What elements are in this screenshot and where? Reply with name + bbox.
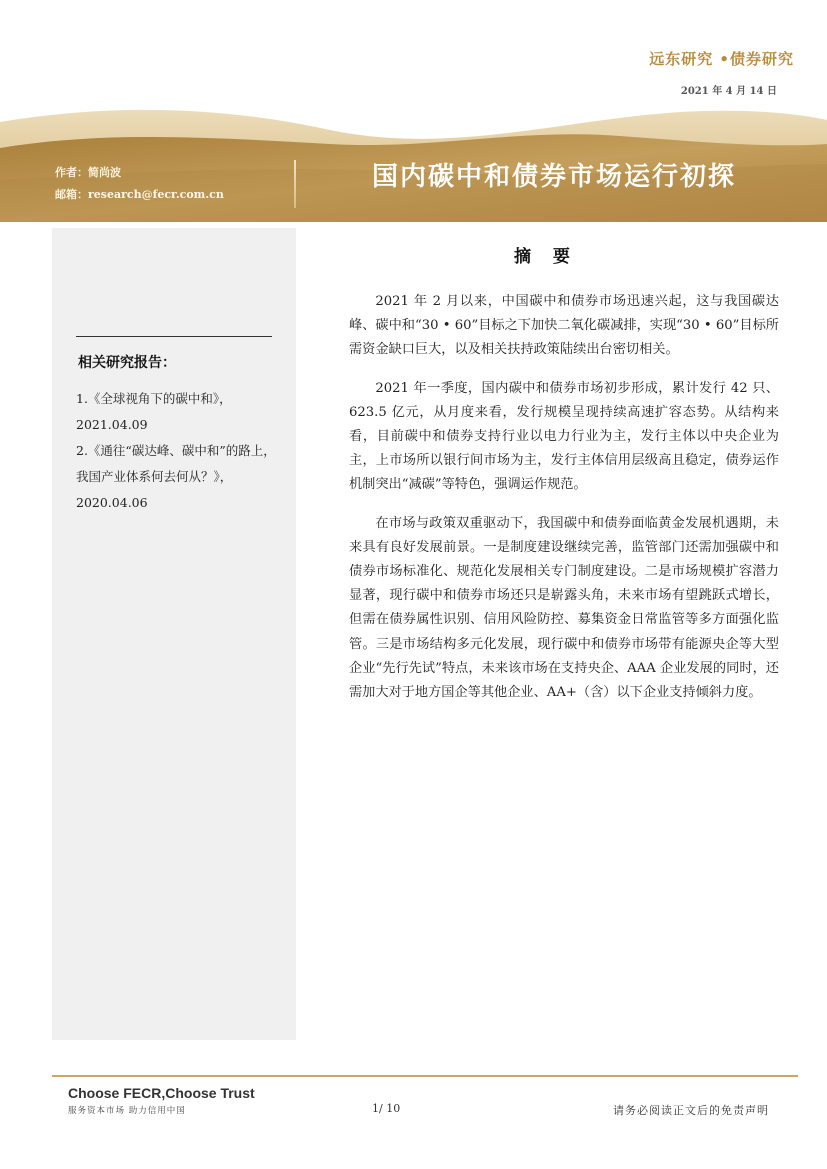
page-number: 1/ 10 <box>372 1102 401 1115</box>
abstract-paragraph: 在市场与政策双重驱动下，我国碳中和债券面临黄金发展机遇期，未来具有良好发展前景。一是制度建设继续完善，监管部门还需加强碳中和债券市场标准化、规范化发展相关专门制度建设。二是市场规模扩容潜力显著，现行碳中和债券市场还只是崭露头角，未来市场有望跳跃式增长，但需在债券属性识别、信用风险防控、募集资金日常监管等多方面强化监管。三是市场结构多元化发展，现行碳中和债券市场带有能源央企等大型企业“先行先试”特点，未来该市场在支持央企、AAA 企业发展的同时，还需加大对于地方国企等其他企业、AA+（含）以下企业支持倾斜力度。 <box>349 515 779 701</box>
footer-disclaimer: 请务必阅读正文后的免责声明 <box>613 1104 769 1117</box>
sidebar-divider <box>76 336 272 337</box>
related-report-item[interactable]: 2.《通往“碳达峰、碳中和”的路上，我国产业体系何去何从？》，2020.04.06 <box>76 443 276 510</box>
brand-label: 远东研究 •债券研究 <box>649 50 794 68</box>
related-report-item[interactable]: 1.《全球视角下的碳中和》，2021.04.09 <box>76 391 232 432</box>
report-date: 2021 年 4 月 14 日 <box>680 86 777 97</box>
sidebar-panel <box>52 228 296 1040</box>
footer-subtitle: 服务资本市场 助力信用中国 <box>68 1106 186 1116</box>
abstract-paragraph: 2021 年一季度，国内碳中和债券市场初步形成，累计发行 42 只、623.5 亿元，从月度来看，发行规模呈现持续高速扩容态势。从结构来看，目前碳中和债券支持行业以电力行业为主，发行主体以中央企业为主，上市场所以银行间市场为主，发行主体信用层级高且稳定，债券运作机制突出“减碳”等特色，强调运作规范。 <box>349 380 779 493</box>
report-title: 国内碳中和债券市场运行初探 <box>372 162 737 192</box>
banner-divider <box>294 160 296 208</box>
abstract-body <box>349 290 779 719</box>
abstract-paragraph: 2021 年 2 月以来，中国碳中和债券市场迅速兴起，这与我国碳达峰、碳中和“30 • 60”目标之下加快二氧化碳减排，实现“30 • 60”目标所需资金缺口巨大，以及相关扶持政策陆续出台密切相关。 <box>349 294 779 358</box>
footer-divider <box>52 1075 798 1077</box>
footer-slogan: Choose FECR,Choose Trust <box>68 1085 255 1101</box>
related-reports-heading: 相关研究报告： <box>78 355 176 371</box>
email-label: 邮箱：research@fecr.com.cn <box>55 188 224 201</box>
related-reports-list <box>76 386 276 516</box>
author-label: 作者：简尚波 <box>55 166 121 179</box>
abstract-heading: 摘 要 <box>514 247 578 267</box>
